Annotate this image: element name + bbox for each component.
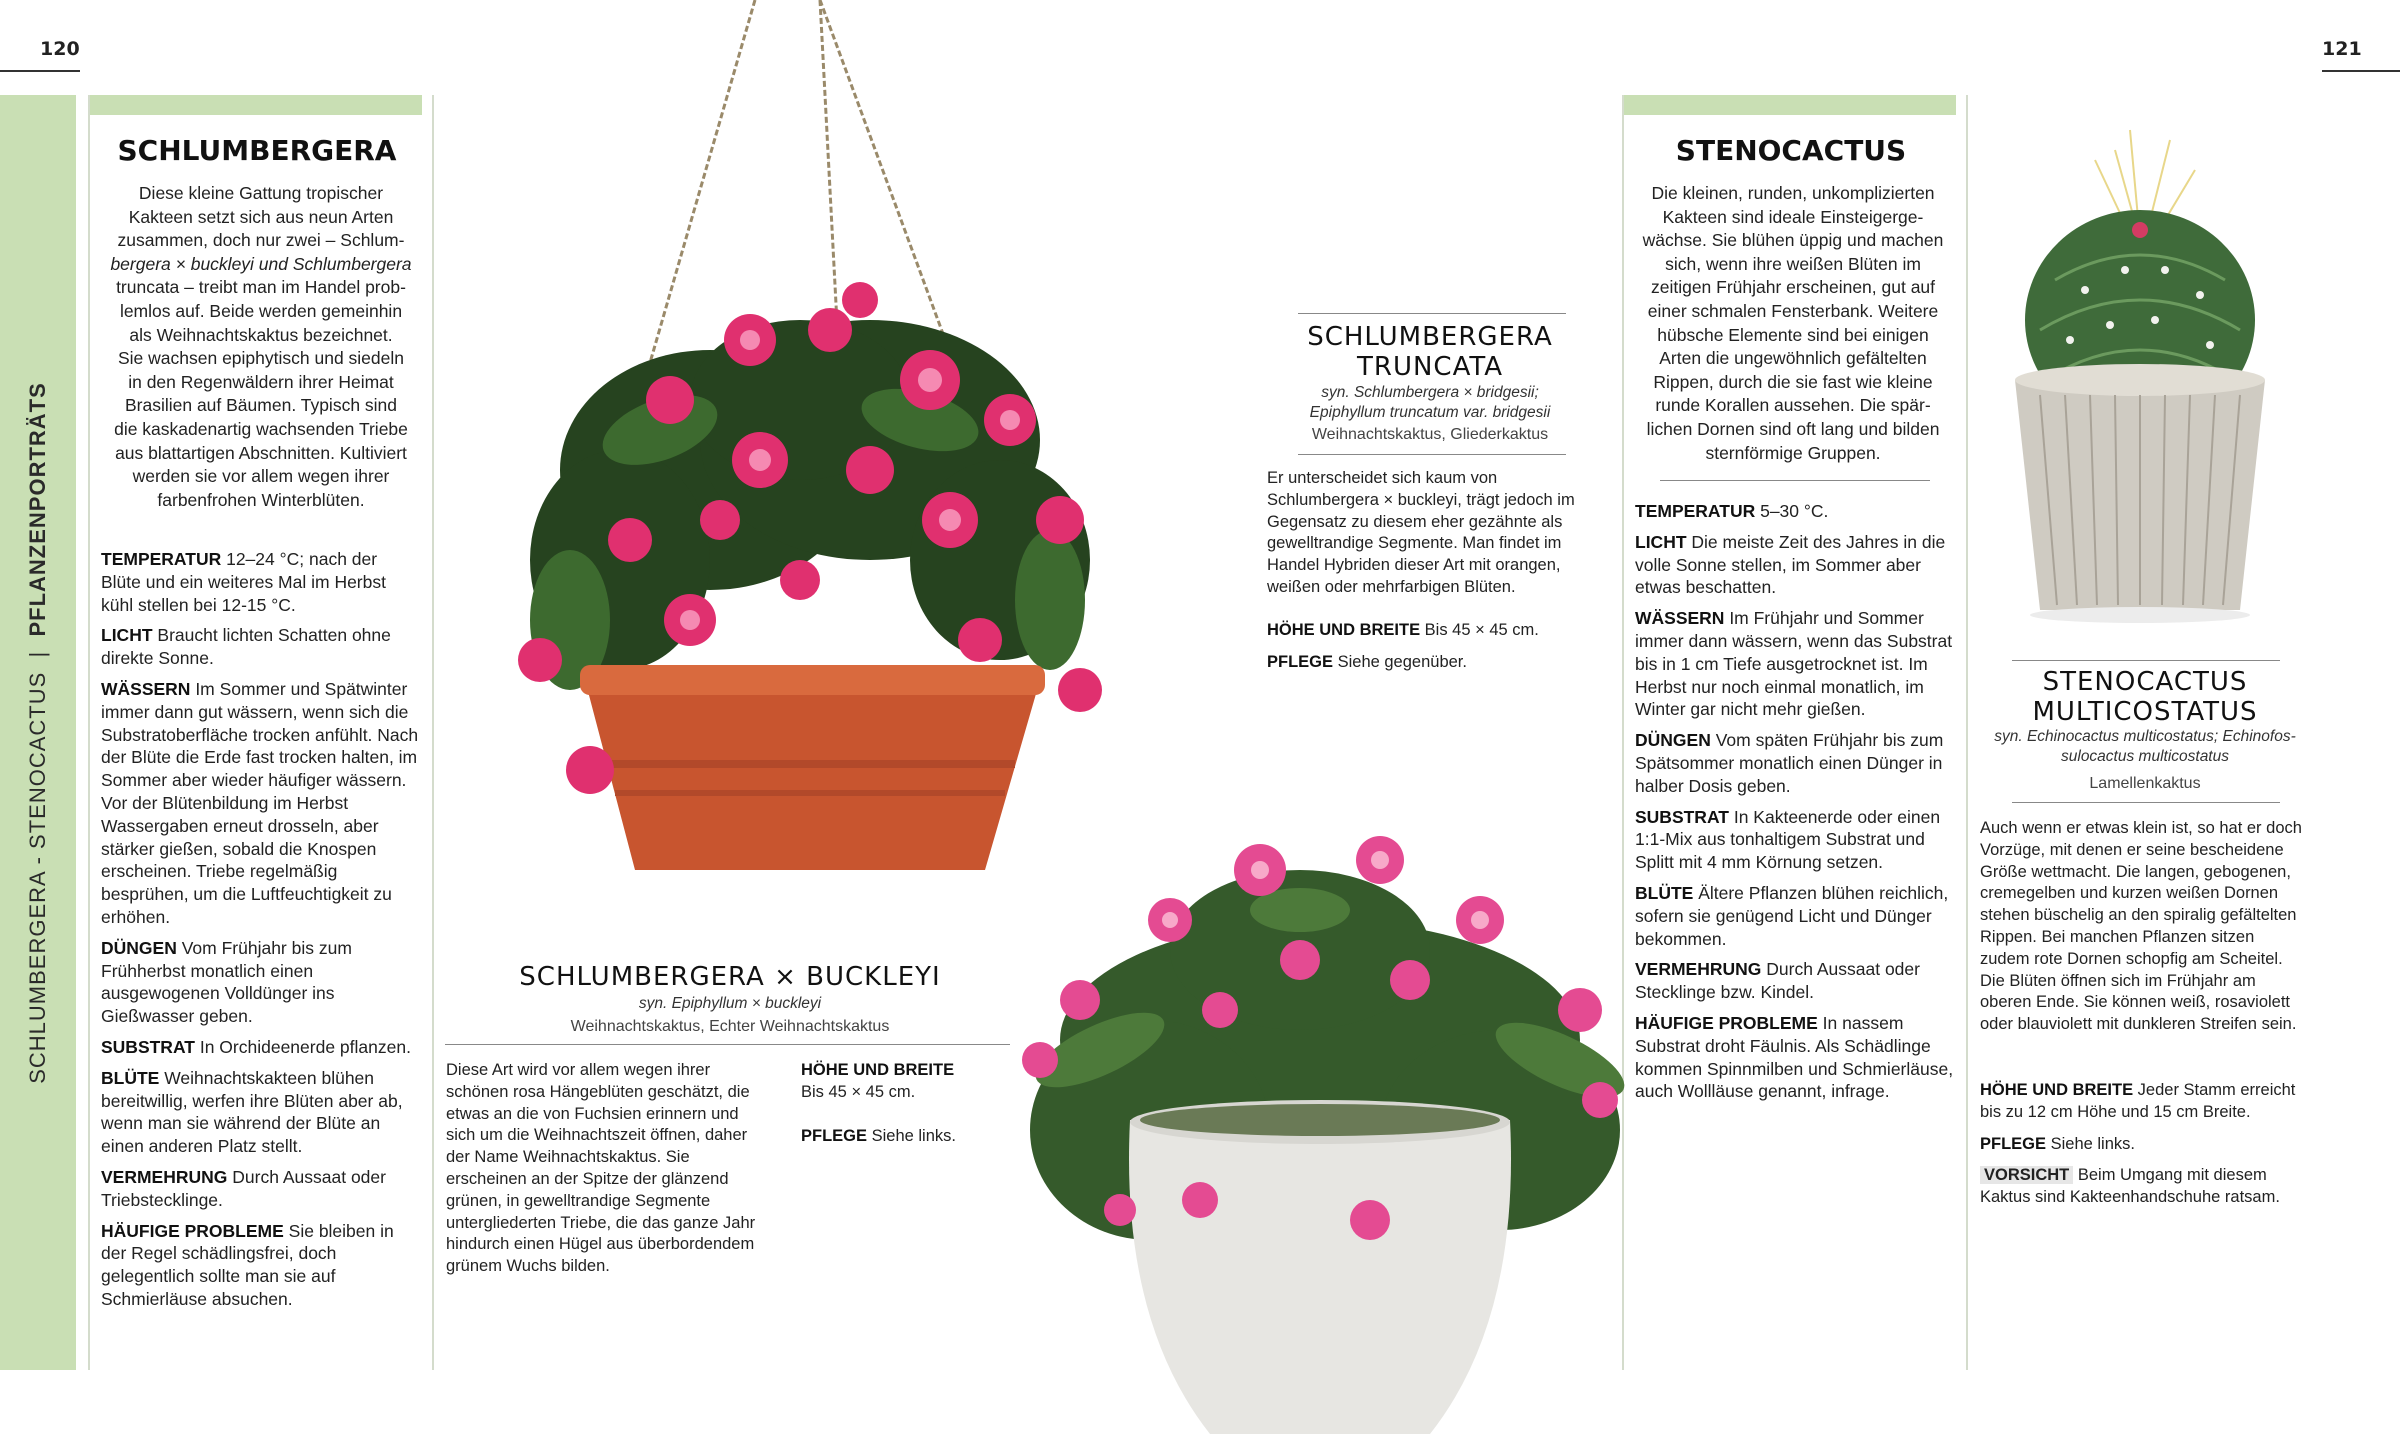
side-tab-range: SCHLUMBERGERA - STENOCACTUS	[25, 671, 50, 1084]
species-synonym-buckleyi: syn. Epiphyllum × buckleyi	[638, 995, 822, 1012]
care-text: Siehe links.	[867, 1126, 956, 1145]
header-bar-left	[90, 95, 422, 115]
page-number-left: 120	[40, 38, 80, 60]
species-common-name-multicostatus: Lamellenkaktus	[2089, 775, 2201, 792]
hanging-basket-image	[400, 0, 1130, 880]
page-number-right: 121	[2322, 38, 2362, 60]
species-rule	[2012, 802, 2280, 803]
species-care-buckleyi	[801, 1060, 1001, 1147]
care-item: VERMEHRUNG Durch Aussaat oder Stecklinge bzw. Kindel.	[1635, 959, 1920, 1003]
species-title-buckleyi: SCHLUMBERGERA × BUCKLEYI	[519, 962, 941, 992]
top-rule-left	[0, 70, 80, 72]
side-tab	[0, 95, 76, 1370]
synonym-line: syn. Echinocactus multicostatus; Echinofos-	[1994, 728, 2296, 745]
species-common-name-truncata: Weihnachtskaktus, Gliederkaktus	[1311, 426, 1549, 443]
size-text: Bis 45 × 45 cm.	[1420, 621, 1539, 639]
care-item: BLÜTE Weihnachtskakteen blühen bereitwillig, werfen ihre Blüten aber ab, wenn man sie während der Blüte an einen anderen Platz stellt.	[101, 1067, 403, 1157]
intro-line: zusammen, doch nur zwei – Schlum-	[117, 230, 405, 251]
intro-line: einer schmalen Fensterbank. Weitere	[1647, 300, 1939, 321]
genus-rule	[1660, 480, 1930, 481]
intro-line: runde Korallen aussehen. Die spär-	[1655, 395, 1931, 416]
care-item: TEMPERATUR 12–24 °C; nach der Blüte und ein weiteres Mal im Herbst kühl stellen bei 12-15 °C.	[101, 549, 386, 615]
title-line: TRUNCATA	[1357, 352, 1503, 382]
title-line: STENOCACTUS	[2042, 667, 2248, 697]
intro-line: als Weihnachtskaktus bezeichnet.	[129, 324, 393, 345]
species-rule	[1298, 313, 1566, 314]
species-title-multicostatus	[1980, 667, 2310, 727]
size-text: Bis 45 × 45 cm.	[801, 1082, 916, 1101]
column-divider	[88, 95, 90, 1370]
care-item: BLÜTE Ältere Pflanzen blühen reichlich, sofern sie genügend Licht und Dünger bekommen.	[1635, 882, 1949, 949]
genus-title-schlumbergera: SCHLUMBERGERA	[117, 134, 397, 167]
care-label: PFLEGE	[801, 1126, 868, 1145]
genus-intro-stenocactus	[1626, 182, 1960, 465]
care-item: LICHT Die meiste Zeit des Jahres in die volle Sonne stellen, im Sommer aber etwas beschatten.	[1635, 531, 1946, 598]
intro-line: Die kleinen, runden, unkomplizierten	[1651, 183, 1935, 203]
intro-line: werden sie vor allem wegen ihrer	[132, 466, 390, 487]
care-text: Siehe links.	[2046, 1134, 2135, 1153]
title-line: MULTICOSTATUS	[2032, 697, 2258, 727]
size-label: HÖHE UND BREITE	[1980, 1081, 2134, 1099]
species-care-multicostatus	[1980, 1080, 2302, 1209]
synonym-line: Epiphyllum truncatum var. bridgesii	[1309, 404, 1551, 421]
species-title-truncata	[1270, 322, 1590, 382]
species-synonym-truncata	[1270, 383, 1590, 423]
header-bar-right	[1624, 95, 1956, 115]
care-item: LICHT Braucht lichten Schatten ohne direkte Sonne.	[101, 625, 391, 669]
intro-line: truncata – treibt man im Handel prob-	[116, 277, 406, 298]
intro-line: hübsche Elemente sind bei einigen	[1657, 324, 1929, 345]
title-line: SCHLUMBERGERA	[1307, 322, 1553, 352]
size-label: HÖHE UND BREITE	[801, 1061, 955, 1079]
care-list-stenocactus	[1635, 500, 1957, 1111]
warning-text: Beim Umgang mit diesem Kaktus sind Kakteenhandschuhe ratsam.	[1980, 1166, 2280, 1207]
species-description-multicostatus: Auch wenn er etwas klein ist, so hat er doch Vorzüge, mit denen er seine bescheidene Größe wettmacht. Die langen, gebogenen, cremegelben und kurzen weißen Dornen stehen büschelig an den spiralig gefältelten Rippen. Bei manchen Pflanzen sitzen zudem rote Dornen schopfig am Scheitel. Die Blüten öffnen sich im Frühjahr am oberen Ende. Sie können weiß, rosaviolett oder blauviolett mit dunkleren Streifen sein.	[1980, 819, 2302, 1034]
side-tab-label: SCHLUMBERGERA - STENOCACTUS | PFLANZENPORTRÄTS	[25, 381, 50, 1084]
synonym-line: sulocactus multicostatus	[2061, 748, 2229, 765]
species-rule	[1298, 454, 1566, 455]
care-label: PFLEGE	[1267, 652, 1334, 671]
species-description-truncata: Er unterscheidet sich kaum von Schlumbergera × buckleyi, trägt jedoch im Gegensatz zu diesem eher gezähnte als gewelltrandige Segmente. Man findet im Handel Hybriden dieser Art mit orangen, weißen oder mehrfarbigen Blüten.	[1267, 469, 1575, 596]
column-divider	[1966, 95, 1968, 1370]
potted-cactus-image	[1000, 800, 1640, 1434]
top-rule-right	[2322, 70, 2400, 72]
care-text: Siehe gegenüber.	[1333, 652, 1467, 671]
size-text: Jeder Stamm erreicht bis zu 12 cm Höhe und 15 cm Breite.	[1980, 1081, 2296, 1121]
intro-line: farbenfrohen Winterblüten.	[157, 489, 365, 510]
care-item: WÄSSERN Im Sommer und Spätwinter immer dann gut wässern, wenn sich die Substratoberfläche trocken anfühlt. Nach der Blüte die Erde fast trocken halten, im Sommer aber wieder häufiger wässern. Vor der Blütenbildung im Herbst Wassergaben erneut drosseln, aber stärker gießen, sobald die Knospen erscheinen. Triebe regelmäßig besprühen, um die Luftfeuchtigkeit zu erhöhen.	[101, 678, 419, 927]
genus-title-stenocactus: STENOCACTUS	[1675, 134, 1907, 167]
care-item: VERMEHRUNG Durch Aussaat oder Triebstecklinge.	[101, 1166, 386, 1210]
intro-line: Brasilien auf Bäumen. Typisch sind	[124, 395, 398, 416]
care-item: SUBSTRAT In Orchideenerde pflanzen.	[101, 1036, 411, 1057]
intro-line: zeitigen Frühjahr erscheinen, gut auf	[1650, 277, 1936, 298]
care-item: WÄSSERN Im Frühjahr und Sommer immer dann wässern, wenn das Substrat bis in 1 cm Tiefe ausgetrocknet ist. Im Herbst nur noch einmal monatlich, im Winter gar nicht mehr gießen.	[1635, 608, 1953, 720]
intro-line: sich, wenn ihre weißen Blüten im	[1665, 253, 1921, 274]
synonym-line: syn. Schlumbergera × bridgesii;	[1321, 384, 1539, 401]
intro-line: in den Regenwäldern ihrer Heimat	[128, 371, 394, 392]
intro-line: lemlos auf. Beide werden gemeinhin	[119, 300, 403, 321]
species-rule	[445, 1044, 1010, 1045]
intro-line: Kakteen sind ideale Einsteigerge-	[1662, 206, 1924, 227]
care-item: DÜNGEN Vom Frühjahr bis zum Frühherbst monatlich einen ausgewogenen Volldünger ins Gießwasser geben.	[101, 937, 352, 1027]
care-item: TEMPERATUR 5–30 °C.	[1635, 501, 1829, 521]
warning-badge: VORSICHT	[1980, 1166, 2073, 1184]
intro-line: Rippen, durch die sie fast wie kleine	[1653, 371, 1933, 392]
stenocactus-photo	[1995, 110, 2285, 630]
care-item: HÄUFIGE PROBLEME In nassem Substrat droht Fäulnis. Als Schädlinge kommen Spinnmilben und Schmierläuse, auch Wollläuse genannt, infrage.	[1635, 1012, 1954, 1102]
intro-line: Kakteen setzt sich aus neun Arten	[128, 206, 394, 227]
genus-intro-schlumbergera	[96, 182, 426, 512]
intro-line: aus blattartigen Abschnitten. Kultiviert	[115, 442, 407, 463]
intro-line: Arten die ungewöhnlich gefältelten	[1659, 348, 1927, 369]
care-item: SUBSTRAT In Kakteenerde oder einen 1:1-Mix aus tonhaltigem Substrat und Splitt mit 4 mm Körnung setzen.	[1635, 806, 1941, 873]
potted-christmas-cactus-photo	[1000, 800, 1640, 1434]
size-label: HÖHE UND BREITE	[1267, 621, 1421, 639]
intro-line: bergera × buckleyi und Schlumbergera	[110, 253, 412, 274]
care-list-schlumbergera	[101, 548, 419, 1319]
intro-line: die kaskadenartig wachsenden Triebe	[114, 418, 408, 439]
side-tab-section: PFLANZENPORTRÄTS	[25, 381, 50, 637]
species-synonym-multicostatus	[1975, 727, 2315, 767]
hanging-basket-cactus-photo	[400, 0, 1130, 880]
species-description-buckleyi: Diese Art wird vor allem wegen ihrer schönen rosa Hängeblüten geschätzt, die etwas an die von Fuchsien erinnern und sich um die Weihnachtszeit öffnen, daher der Name Weihnachtskaktus. Sie erscheinen an der Spitze der glänzend grünen, in gewelltrandige Segmente untergliederten Triebe, die das ganze Jahr hindurch einen Hügel aus überbordendem grünem Wuchs bilden.	[446, 1061, 756, 1276]
intro-line: sternförmige Gruppen.	[1705, 442, 1881, 463]
care-item: HÄUFIGE PROBLEME Sie bleiben in der Regel schädlingsfrei, doch gelegentlich sollte man sie auf Schmierläuse absuchen.	[101, 1220, 394, 1309]
species-rule	[2012, 660, 2280, 661]
intro-line: lichen Dornen sind oft lang und bilden	[1646, 418, 1940, 439]
intro-line: wächse. Sie blühen üppig und machen	[1642, 230, 1944, 251]
care-item: DÜNGEN Vom späten Frühjahr bis zum Spätsommer monatlich einen Dünger in halber Dosis geben.	[1635, 730, 1944, 796]
species-common-name-buckleyi: Weihnachtskaktus, Echter Weihnachtskaktus	[570, 1018, 890, 1035]
intro-line: Diese kleine Gattung tropischer	[138, 183, 384, 203]
care-label: PFLEGE	[1980, 1134, 2047, 1153]
intro-line: Sie wachsen epiphytisch und siedeln	[117, 348, 404, 369]
stenocactus-image	[1995, 110, 2285, 630]
species-care-truncata	[1267, 620, 1597, 674]
